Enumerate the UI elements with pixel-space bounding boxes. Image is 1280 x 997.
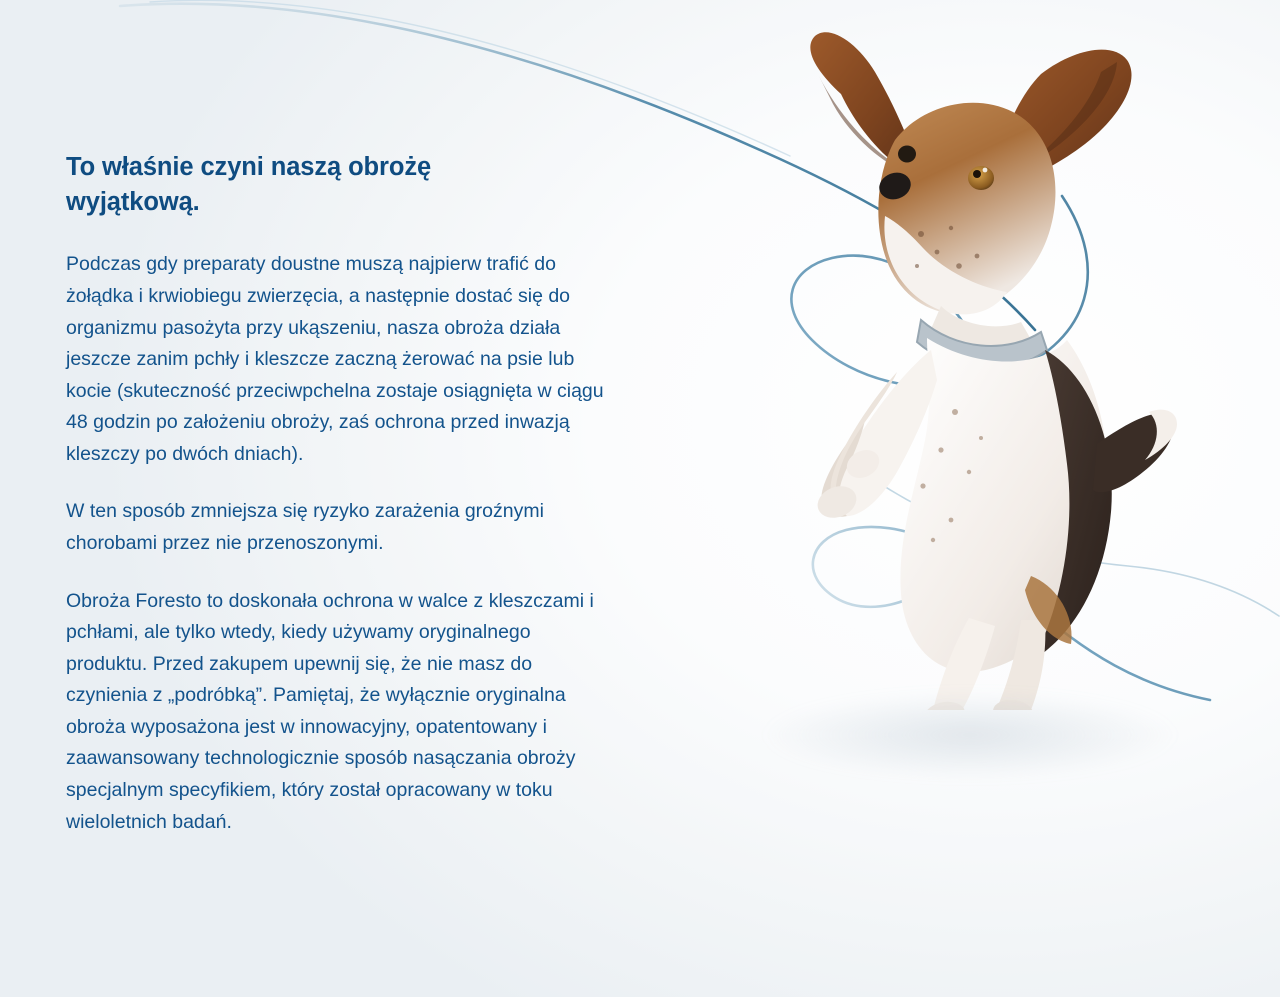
page-title: To właśnie czyni naszą obrożę wyjątkową. [66, 153, 432, 216]
paragraph-3: Obroża Foresto to doskonała ochrona w walce z kleszczami i pchłami, ale tylko wtedy, kiedy używamy oryginalnego produktu. Przed zakupem upewnij się, że nie masz do czynienia z „podróbką”. Pamiętaj, że wyłącznie oryginalna obroża wyposażona jest w innowacyjny, opatentowany i zaawansowany technologicznie sposób nasączania obroży specjalnym specyfikiem, który został opracowany w toku wieloletnich badań. [66, 589, 594, 833]
jumping-beagle-photo [745, 20, 1265, 710]
paragraph-1: Podczas gdy preparaty doustne muszą najpierw trafić do żołądka i krwiobiegu zwierzęcia, a następnie dostać się do organizmu pasożyta przy ukąszeniu, nasza obroża działa jeszcze zanim pchły i kleszcze zaczną żerować na psie lub kocie (skuteczność przeciwpchelna zostaje osiągnięta w ciągu 48 godzin po założeniu obroży, zaś ochrona przed inwazją kleszczy po dwóch dniach). [66, 253, 604, 465]
paragraph-2: W ten sposób zmniejsza się ryzyko zarażenia groźnymi chorobami przez nie przenoszonymi. [66, 500, 544, 554]
article-text-column [66, 150, 626, 838]
